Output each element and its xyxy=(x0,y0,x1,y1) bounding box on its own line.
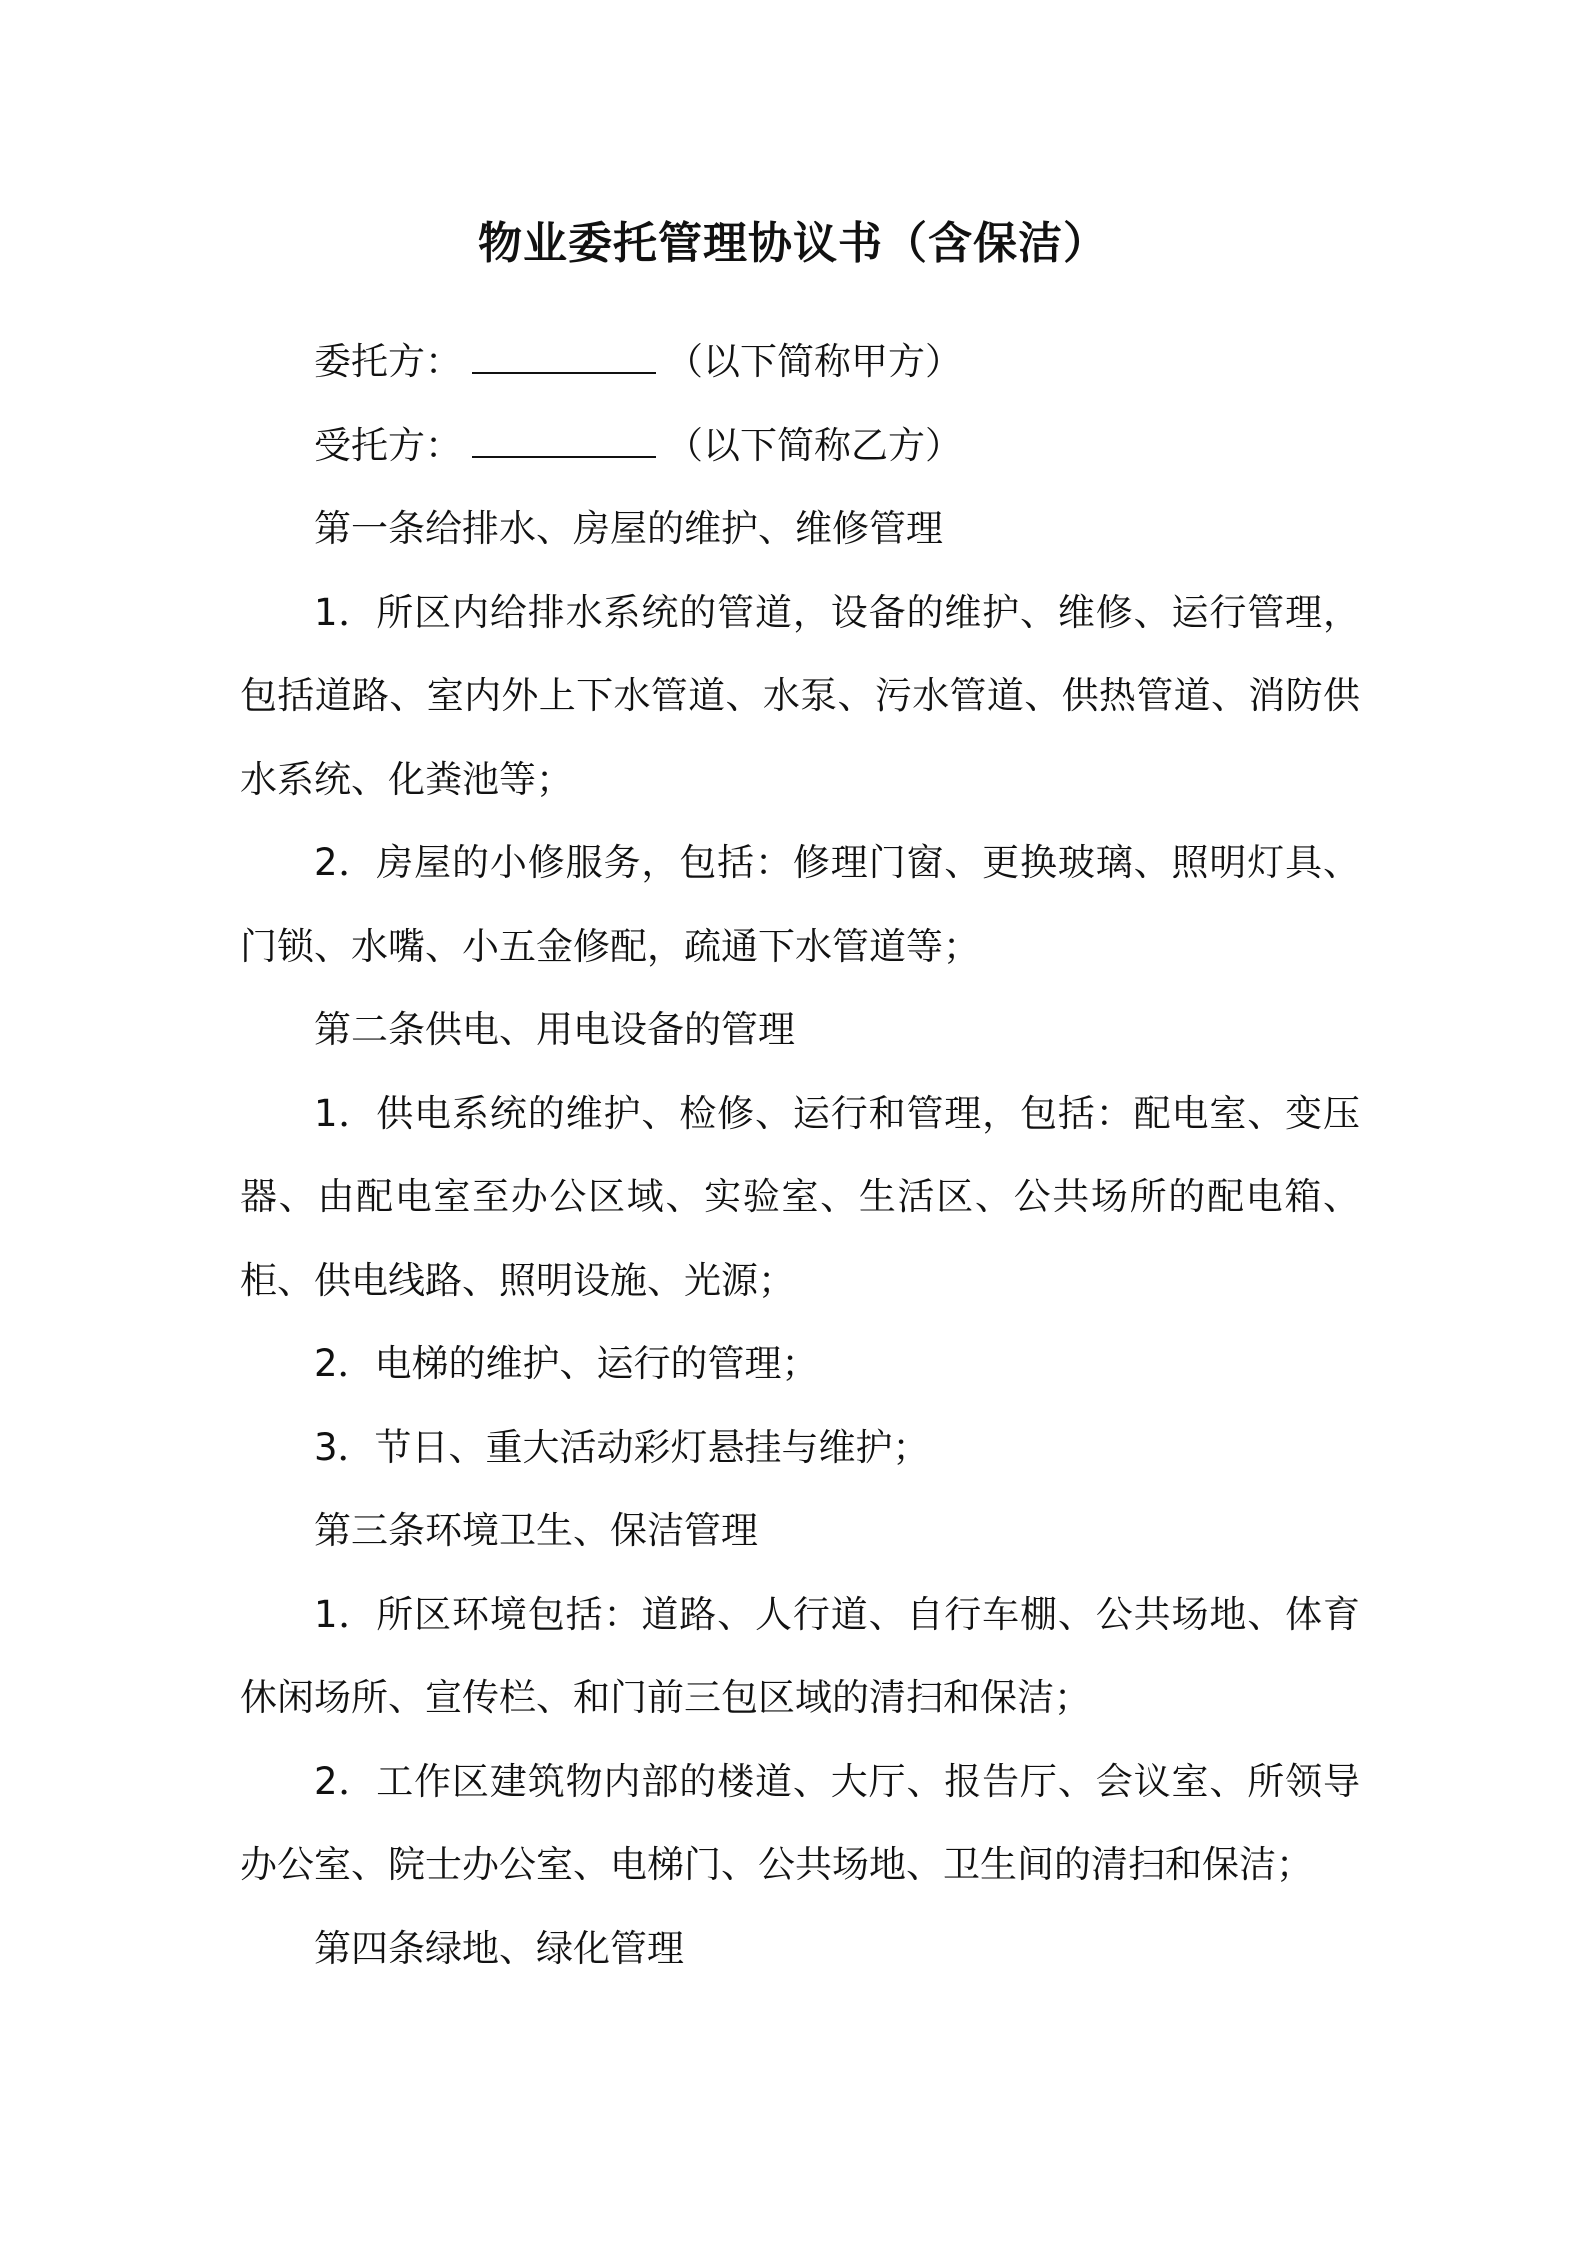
article-3-heading: 第三条环境卫生、保洁管理 xyxy=(314,1509,758,1552)
article-2-heading: 第二条供电、用电设备的管理 xyxy=(314,1008,795,1051)
article-2-clause-2: 2．电梯的维护、运行的管理； xyxy=(314,1342,819,1385)
document-title: 物业委托管理协议书（含保洁） xyxy=(478,218,1108,269)
article-1-clause-1: 1．所区内给排水系统的管道，设备的维护、维修、运行管理，包括道路、室内外上下水管道、水泵、污水管道、供热管道、消防供水系统、化粪池等； xyxy=(240,590,1360,801)
article-2-clause-1: 1．供电系统的维护、检修、运行和管理，包括：配电室、变压器、由配电室至办公区域、实验室、生活区、公共场所的配电箱、柜、供电线路、照明设施、光源； xyxy=(240,1091,1360,1302)
article-1-heading: 第一条给排水、房屋的维护、维修管理 xyxy=(314,507,943,550)
client-line xyxy=(240,320,1360,404)
client-label: 委托方： xyxy=(314,340,462,383)
client-name-blank xyxy=(472,342,656,374)
document-body xyxy=(240,320,1360,1990)
article-3-clause-2: 2．工作区建筑物内部的楼道、大厅、报告厅、会议室、所领导办公室、院士办公室、电梯门、公共场地、卫生间的清扫和保洁； xyxy=(240,1759,1360,1886)
client-note: （以下简称甲方） xyxy=(666,340,962,383)
contractor-label: 受托方： xyxy=(314,423,462,467)
contractor-line xyxy=(240,404,1360,488)
article-2-clause-3: 3．节日、重大活动彩灯悬挂与维护； xyxy=(314,1425,930,1469)
contractor-name-blank xyxy=(472,426,656,458)
article-1-clause-2: 2．房屋的小修服务，包括：修理门窗、更换玻璃、照明灯具、门锁、水嘴、小五金修配，疏通下水管道等； xyxy=(240,841,1360,968)
article-4-heading: 第四条绿地、绿化管理 xyxy=(314,1926,684,1970)
article-3-clause-1: 1．所区环境包括：道路、人行道、自行车棚、公共场地、体育休闲场所、宣传栏、和门前三包区域的清扫和保洁； xyxy=(240,1592,1360,1719)
contractor-note: （以下简称乙方） xyxy=(666,423,962,467)
